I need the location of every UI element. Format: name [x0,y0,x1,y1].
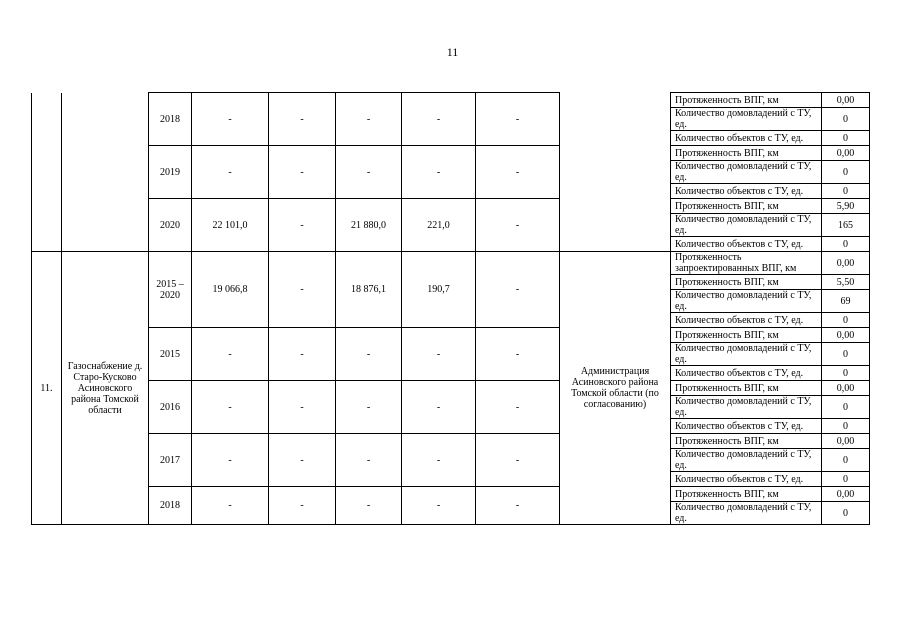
indicator-label: Количество домовладений с ТУ, ед. [671,449,822,472]
federal-cell: - [269,328,336,381]
table-row [32,199,870,214]
year-cell: 2018 [149,487,192,525]
indicator-value: 0 [822,108,870,131]
other-cell: - [476,434,560,487]
other-cell: - [476,252,560,328]
year-cell: 2016 [149,381,192,434]
indicator-label: Количество домовладений с ТУ, ед. [671,502,822,525]
indicator-value: 0 [822,237,870,252]
indicator-label: Протяженность ВПГ, км [671,328,822,343]
indicator-label: Протяженность ВПГ, км [671,381,822,396]
other-cell: - [476,487,560,525]
table-row [32,252,870,275]
other-cell: - [476,93,560,146]
item-executor: Администрация Асиновского района Томской области (по согласованию) [560,252,671,525]
local-cell: - [402,146,476,199]
program-table [31,92,870,525]
other-cell: - [476,146,560,199]
other-cell: - [476,199,560,252]
indicator-label: Количество домовладений с ТУ, ед. [671,161,822,184]
table-row [32,93,870,108]
indicator-value: 0 [822,419,870,434]
indicator-value: 5,90 [822,199,870,214]
table-row [32,434,870,449]
indicator-value: 0 [822,366,870,381]
indicator-value: 0 [822,502,870,525]
indicator-label: Количество объектов с ТУ, ед. [671,472,822,487]
table-row [32,487,870,502]
federal-cell: - [269,487,336,525]
indicator-value: 0,00 [822,146,870,161]
indicator-label: Протяженность ВПГ, км [671,93,822,108]
federal-cell: - [269,381,336,434]
indicator-label: Протяженность ВПГ, км [671,199,822,214]
indicator-label: Протяженность ВПГ, км [671,434,822,449]
indicator-label: Количество объектов с ТУ, ед. [671,313,822,328]
local-cell: - [402,381,476,434]
indicator-value: 0,00 [822,381,870,396]
indicator-label: Протяженность запроектированных ВПГ, км [671,252,822,275]
table-row [32,146,870,161]
total-cell: 19 066,8 [192,252,269,328]
year-cell: 2018 [149,93,192,146]
year-cell: 2015 [149,328,192,381]
table-row [32,328,870,343]
total-cell: - [192,146,269,199]
federal-cell: - [269,434,336,487]
regional-cell: - [336,93,402,146]
indicator-value: 0 [822,161,870,184]
name-cell [62,93,149,252]
federal-cell: - [269,199,336,252]
local-cell: - [402,487,476,525]
federal-cell: - [269,146,336,199]
total-cell: - [192,381,269,434]
indicator-label: Количество домовладений с ТУ, ед. [671,290,822,313]
local-cell: 221,0 [402,199,476,252]
indicator-label: Количество объектов с ТУ, ед. [671,131,822,146]
indicator-value: 0 [822,396,870,419]
indicator-label: Протяженность ВПГ, км [671,487,822,502]
local-cell: - [402,434,476,487]
indicator-value: 0 [822,449,870,472]
page-number: 11 [446,45,459,59]
year-cell: 2019 [149,146,192,199]
indicator-label: Количество домовладений с ТУ, ед. [671,214,822,237]
indicator-label: Количество домовладений с ТУ, ед. [671,396,822,419]
federal-cell: - [269,252,336,328]
local-cell: - [402,328,476,381]
indicator-label: Протяженность ВПГ, км [671,275,822,290]
indicator-label: Количество объектов с ТУ, ед. [671,184,822,199]
number-cell [32,93,62,252]
other-cell: - [476,381,560,434]
indicator-value: 0 [822,343,870,366]
item-name: Газоснабжение д. Старо-Кусково Асиновского района Томской области [62,252,149,525]
indicator-label: Протяженность ВПГ, км [671,146,822,161]
regional-cell: - [336,146,402,199]
indicator-value: 0,00 [822,252,870,275]
indicator-value: 5,50 [822,275,870,290]
executor-cell [560,93,671,252]
total-cell: - [192,328,269,381]
other-cell: - [476,328,560,381]
total-cell: 22 101,0 [192,199,269,252]
indicator-label: Количество домовладений с ТУ, ед. [671,108,822,131]
total-cell: - [192,434,269,487]
indicator-label: Количество объектов с ТУ, ед. [671,419,822,434]
regional-cell: - [336,381,402,434]
regional-cell: - [336,328,402,381]
total-cell: - [192,93,269,146]
indicator-value: 0 [822,131,870,146]
indicator-value: 0,00 [822,487,870,502]
indicator-label: Количество объектов с ТУ, ед. [671,366,822,381]
year-cell: 2020 [149,199,192,252]
regional-cell: 18 876,1 [336,252,402,328]
indicator-value: 0,00 [822,434,870,449]
federal-cell: - [269,93,336,146]
local-cell: - [402,93,476,146]
indicator-value: 0 [822,472,870,487]
table-row [32,381,870,396]
indicator-value: 69 [822,290,870,313]
indicator-value: 165 [822,214,870,237]
total-cell: - [192,487,269,525]
year-cell: 2017 [149,434,192,487]
indicator-value: 0 [822,313,870,328]
indicator-value: 0,00 [822,328,870,343]
indicator-value: 0 [822,184,870,199]
year-cell: 2015 – 2020 [149,252,192,328]
item-number: 11. [32,252,62,525]
indicator-label: Количество домовладений с ТУ, ед. [671,343,822,366]
regional-cell: - [336,434,402,487]
indicator-value: 0,00 [822,93,870,108]
local-cell: 190,7 [402,252,476,328]
regional-cell: 21 880,0 [336,199,402,252]
regional-cell: - [336,487,402,525]
indicator-label: Количество объектов с ТУ, ед. [671,237,822,252]
